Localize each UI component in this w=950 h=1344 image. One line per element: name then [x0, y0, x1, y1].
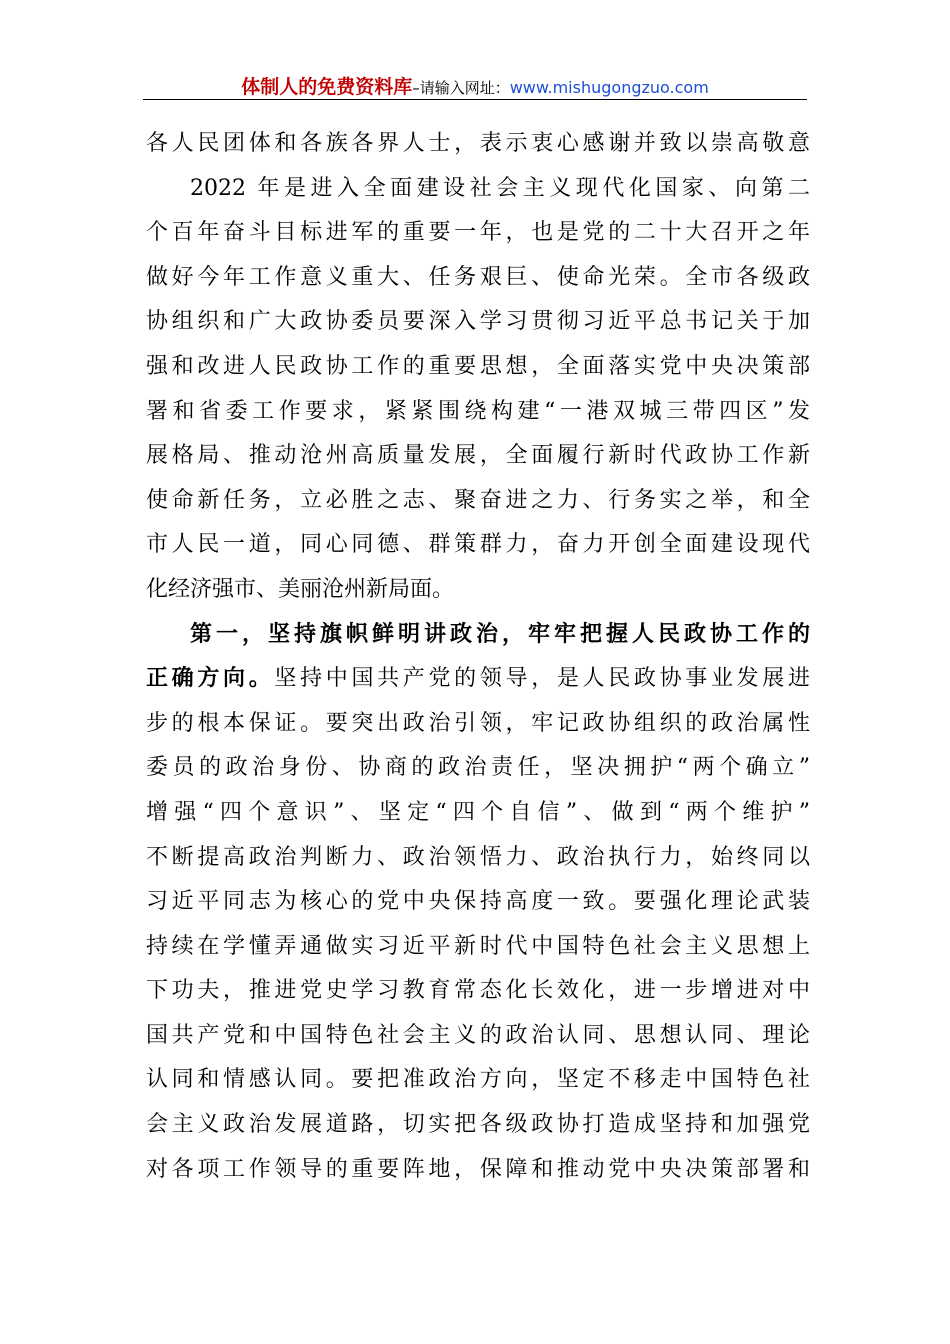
site-url-link[interactable]: www.mishugongzuo.com	[509, 78, 709, 97]
header-divider	[143, 99, 807, 100]
text-line: 2022 年是进入全面建设社会主义现代化国家、向第二	[190, 175, 810, 201]
text-line: 做好今年工作意义重大、任务艰巨、使命光荣。全市各级政	[146, 264, 810, 290]
text-line: 各人民团体和各族各界人士，表示衷心感谢并致以崇高敬意	[146, 131, 810, 156]
text-line: 协组织和广大政协委员要深入学习贯彻习近平总书记关于加	[146, 309, 810, 335]
text-line	[146, 657, 810, 702]
text-line: 对各项工作领导的重要阵地，保障和推动党中央决策部署和	[146, 1156, 810, 1182]
text-line: 认同和情感认同。要把准政治方向，坚定不移走中国特色社	[146, 1067, 810, 1093]
text-line: 增强“四个意识”、坚定“四个自信”、做到“两个维护”	[146, 799, 810, 825]
text-line: 市人民一道，同心同德、群策群力，奋力开创全面建设现代	[146, 532, 810, 558]
section-heading: 第一，坚持旗帜鲜明讲政治，牢牢把握人民政协工作的	[190, 621, 810, 647]
text-line: 持续在学懂弄通做实习近平新时代中国特色社会主义思想上	[146, 933, 810, 959]
section-heading-end: 正确方向。	[146, 666, 275, 692]
site-header	[143, 72, 807, 100]
text-line: 展格局、推动沧州高质量发展，全面履行新时代政协工作新	[146, 443, 810, 469]
text-line: 国共产党和中国特色社会主义的政治认同、思想认同、理论	[146, 1022, 810, 1048]
brand-name: 体制人的免费资料库	[241, 76, 413, 98]
text-line: 不断提高政治判断力、政治领悟力、政治执行力，始终同以	[146, 844, 810, 870]
text-line: 化经济强市、美丽沧州新局面。	[146, 576, 455, 602]
text-line: 委员的政治身份、协商的政治责任，坚决拥护“两个确立”	[146, 755, 810, 781]
text-line: 步的根本保证。要突出政治引领，牢记政协组织的政治属性	[146, 710, 810, 736]
text-line-content: 坚持中国共产党的领导，是人民政协事业发展进	[274, 666, 810, 692]
text-line: 强和改进人民政协工作的重要思想，全面落实党中央决策部	[146, 353, 810, 379]
text-line: 会主义政治发展道路，切实把各级政协打造成坚持和加强党	[146, 1112, 810, 1138]
text-line: 习近平同志为核心的党中央保持高度一致。要强化理论武装	[146, 889, 810, 915]
text-line: 署和省委工作要求，紧紧围绕构建“一港双城三带四区”发	[146, 398, 810, 424]
document-body	[146, 122, 810, 1192]
url-prompt: –请输入网址：	[412, 79, 510, 97]
text-line: 下功夫，推进党史学习教育常态化长效化，进一步增进对中	[146, 978, 810, 1004]
text-line: 使命新任务，立必胜之志、聚奋进之力、行务实之举，和全	[146, 487, 810, 513]
text-line: 个百年奋斗目标进军的重要一年，也是党的二十大召开之年	[146, 220, 810, 246]
